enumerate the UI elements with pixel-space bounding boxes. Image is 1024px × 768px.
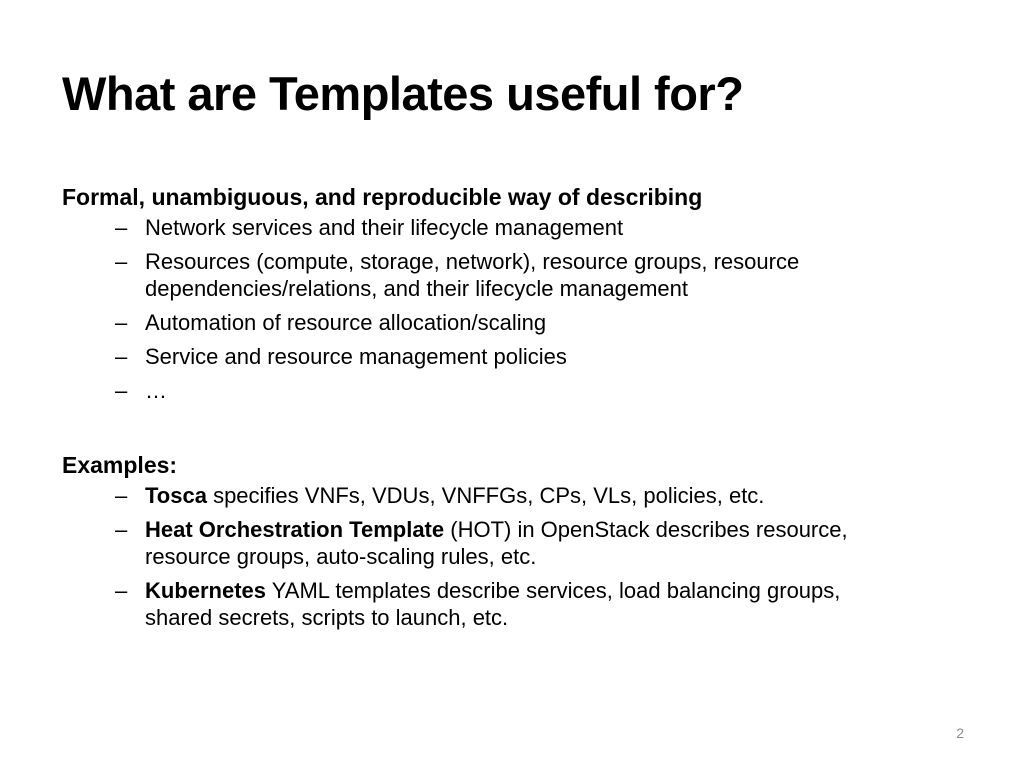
describing-section bbox=[62, 180, 962, 404]
list-item-text bbox=[145, 309, 950, 336]
list-item-text bbox=[145, 248, 950, 302]
list-item-text bbox=[145, 377, 950, 404]
list-item-line: resource groups, auto-scaling rules, etc. bbox=[145, 544, 537, 569]
list-item bbox=[62, 482, 962, 509]
emphasis-term: Kubernetes bbox=[145, 578, 267, 603]
list-item-line: dependencies/relations, and their lifecycle management bbox=[145, 276, 688, 301]
emphasis-term: Tosca bbox=[145, 483, 207, 508]
list-item-line-text: specifies VNFs, VDUs, VNFFGs, CPs, VLs, policies, etc. bbox=[206, 483, 765, 508]
dash-bullet: – bbox=[115, 483, 128, 508]
dash-bullet: – bbox=[115, 344, 128, 369]
list-item-line-text: YAML templates describe services, load balancing groups, bbox=[266, 578, 841, 603]
list-item bbox=[62, 248, 962, 302]
list-item-text bbox=[145, 482, 950, 509]
describing-heading: Formal, unambiguous, and reproducible way of describing bbox=[62, 184, 703, 210]
dash-bullet: – bbox=[115, 249, 128, 274]
slide-content bbox=[62, 180, 962, 638]
examples-list bbox=[62, 482, 962, 631]
examples-section bbox=[62, 448, 962, 631]
list-item bbox=[62, 377, 962, 404]
list-item bbox=[62, 309, 962, 336]
list-item-text bbox=[145, 516, 950, 570]
list-item-line bbox=[145, 482, 950, 509]
list-item bbox=[62, 516, 962, 570]
list-item-line: … bbox=[145, 378, 167, 403]
list-item bbox=[62, 343, 962, 370]
list-item bbox=[62, 577, 962, 631]
dash-bullet: – bbox=[115, 378, 128, 403]
list-item-line: Automation of resource allocation/scaling bbox=[145, 310, 547, 335]
dash-bullet: – bbox=[115, 517, 128, 542]
page-number: 2 bbox=[956, 725, 964, 741]
list-item-text bbox=[145, 214, 950, 241]
list-item-line-text: (HOT) in OpenStack describes resource, bbox=[444, 517, 848, 542]
examples-heading: Examples: bbox=[62, 452, 178, 478]
slide-title: What are Templates useful for? bbox=[62, 67, 744, 120]
describing-list bbox=[62, 214, 962, 404]
list-item-line: shared secrets, scripts to launch, etc. bbox=[145, 605, 509, 630]
dash-bullet: – bbox=[115, 578, 128, 603]
emphasis-term: Heat Orchestration Template bbox=[145, 517, 445, 542]
list-item-line bbox=[145, 577, 950, 604]
section-gap bbox=[62, 411, 962, 448]
list-item-line bbox=[145, 516, 950, 543]
list-item-line: Network services and their lifecycle management bbox=[145, 215, 624, 240]
list-item-text bbox=[145, 343, 950, 370]
list-item bbox=[62, 214, 962, 241]
dash-bullet: – bbox=[115, 215, 128, 240]
dash-bullet: – bbox=[115, 310, 128, 335]
list-item-line: Service and resource management policies bbox=[145, 344, 567, 369]
list-item-text bbox=[145, 577, 950, 631]
list-item-line: Resources (compute, storage, network), resource groups, resource bbox=[145, 249, 800, 274]
